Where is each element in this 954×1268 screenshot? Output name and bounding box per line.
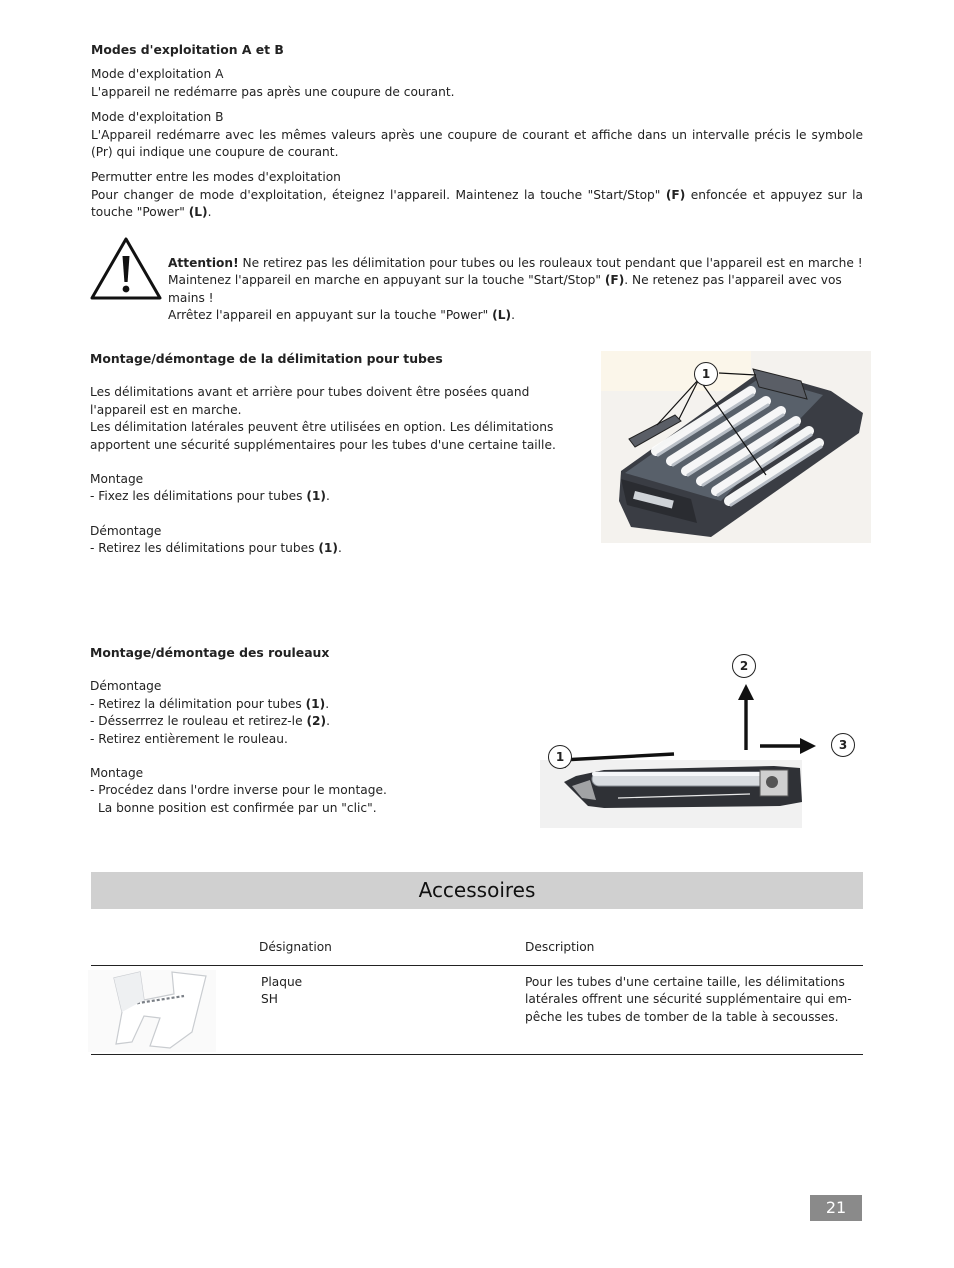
callout-1: 1	[694, 362, 718, 386]
warning-text	[168, 255, 868, 325]
tube-limits-para-2: Les délimitation latérales peuvent être utilisées en option. Les délimitations apportent une sécurité supplémentaires pour les tubes d'une certaine taille.	[90, 420, 556, 452]
rollers-mount-title: Montage	[90, 766, 144, 781]
rollers-step-3: - Retirez entièrement le rouleau.	[90, 731, 288, 746]
tube-limits-para-1: Les délimitations avant et arrière pour tubes doivent être posées quand l'appareil est en marche.	[90, 385, 530, 417]
item-desc-line-3: pêche les tubes de tomber de la table à secousses.	[525, 1009, 839, 1024]
mode-b-text: L'Appareil redémarre avec les mêmes valeurs après une coupure de courant et affiche dans un intervalle précis le symbole (Pr) qui indique une coupure de courant.	[91, 127, 863, 160]
item-description	[525, 974, 861, 1026]
modes-section	[91, 41, 863, 222]
warning-line-3: Arrêtez l'appareil en appuyant sur la touche "Power" (L).	[168, 308, 515, 323]
tube-limits-title: Montage/démontage de la délimitation pour tubes	[90, 351, 443, 366]
rollers-step-2: - Désserrrez le rouleau et retirez-le (2).	[90, 714, 330, 729]
warning-triangle-icon	[89, 236, 163, 302]
item-desc-line-2: latérales offrent une sécurité supplémentaire qui em-	[525, 992, 852, 1007]
mode-a-text: L'appareil ne redémarre pas après une coupure de courant.	[91, 84, 455, 99]
item-desc-line-1: Pour les tubes d'une certaine taille, les délimitations	[525, 975, 845, 989]
mode-a-title: Mode d'exploitation A	[91, 67, 224, 82]
plate-sh-image	[88, 970, 216, 1052]
rollers-title: Montage/démontage des rouleaux	[90, 645, 330, 660]
table-bottom-rule	[91, 1054, 863, 1055]
rollers-step-1: - Retirez la délimitation pour tubes (1).	[90, 696, 330, 711]
callout-2-rollers: 2	[732, 654, 756, 678]
accessories-title: Accessoires	[91, 872, 863, 909]
warning-line-2: Maintenez l'appareil en marche en appuyant sur la touche "Start/Stop" (F). Ne retenez pas l'appareil avec vos mains !	[168, 273, 842, 305]
rollers-mount-step-1: - Procédez dans l'ordre inverse pour le montage.	[90, 783, 387, 798]
callout-3-rollers: 3	[831, 733, 855, 757]
tube-limits-section	[90, 350, 584, 558]
rollers-dismount-title: Démontage	[90, 679, 162, 694]
table-header-rule	[91, 965, 863, 966]
tube-limits-dismount-step: - Retirez les délimitations pour tubes (1).	[90, 541, 342, 556]
callout-1-rollers: 1	[548, 745, 572, 769]
item-name-line-2: SH	[261, 992, 278, 1007]
tube-limits-dismount-title: Démontage	[90, 523, 162, 538]
item-name-line-1: Plaque	[261, 975, 303, 989]
roller-shaker-image	[601, 351, 871, 543]
page-number: 21	[810, 1195, 862, 1221]
item-designation	[261, 974, 302, 1009]
mode-b-title: Mode d'exploitation B	[91, 110, 224, 125]
tube-limits-mount-step: - Fixez les délimitations pour tubes (1).	[90, 489, 330, 504]
roller-removal-diagram	[534, 648, 866, 830]
mode-switch-title: Permutter entre les modes d'exploitation	[91, 170, 341, 185]
mode-switch-text: Pour changer de mode d'exploitation, éteignez l'appareil. Maintenez la touche "Start/Stop" (F) enfoncée et appuyez sur la touche "Power" (L).	[91, 187, 863, 220]
col-designation-header: Désignation	[259, 940, 332, 954]
warning-line-1: Attention! Ne retirez pas les délimitation pour tubes ou les rouleaux tout pendant que l'appareil est en marche !	[168, 256, 863, 270]
rollers-mount-step-2: La bonne position est confirmée par un "clic".	[98, 800, 377, 815]
col-description-header: Description	[525, 940, 595, 954]
rollers-section	[90, 644, 510, 817]
modes-title: Modes d'exploitation A et B	[91, 42, 284, 57]
tube-limits-mount-title: Montage	[90, 472, 144, 487]
